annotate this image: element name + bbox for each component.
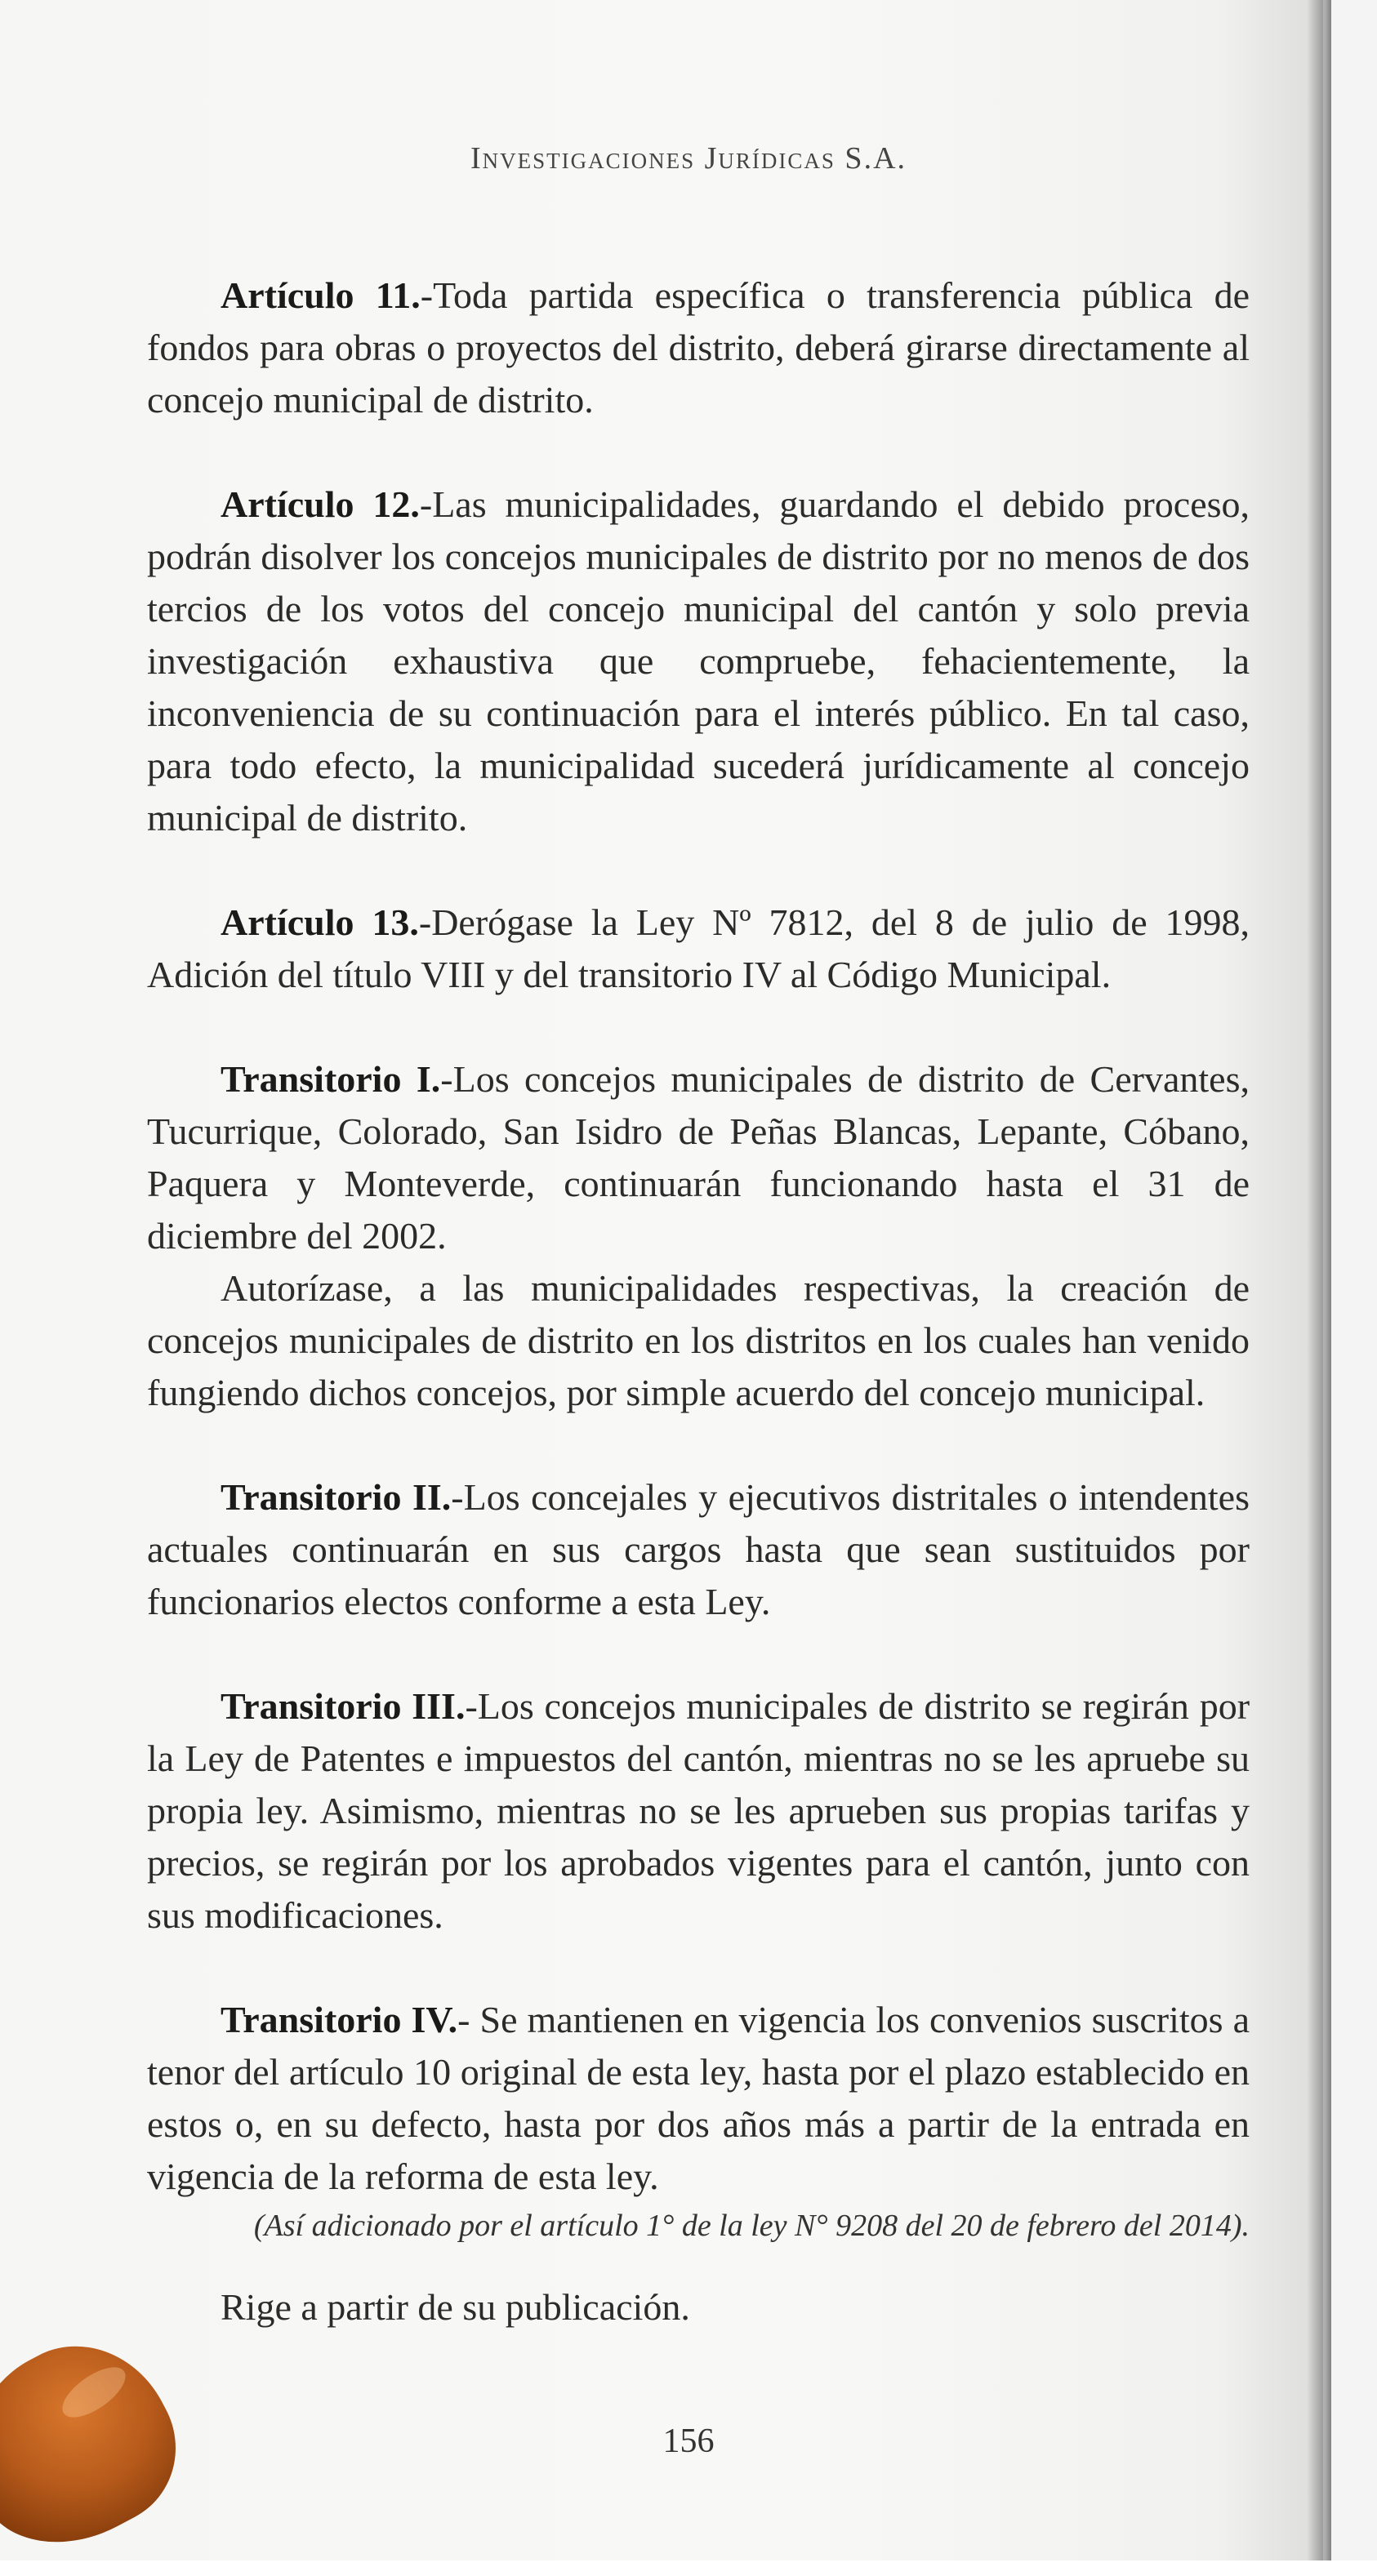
amendment-note: (Así adicionado por el artículo 1° de la ley N° 9208 del 20 de febrero del 2014). (253, 2209, 1250, 2243)
transitorio-1-second-paragraph: Autorízase, a las municipalidades respectivas, la creación de concejos municipales de distrito en los distritos en los cuales han venido fungiendo dichos concejos, por simple acuerdo del concejo municipal. (147, 1267, 1250, 1413)
page-edge (1331, 0, 1377, 2560)
article-text: -Derógase la Ley Nº 7812, del 8 de julio de 1998, Adición del título VIII y del transitorio IV al Código Municipal. (147, 901, 1250, 995)
article-text: -Los concejos municipales de distrito se regirán por la Ley de Patentes e impuestos del cantón, mientras no se les apruebe su propia ley. Asimismo, mientras no se les aprueben sus propias tarifas y precios, se regirán por los aprobados vigentes para el cantón, junto con sus modificaciones. (147, 1685, 1250, 1936)
article-text: -Los concejos municipales de distrito de Cervantes, Tucurrique, Colorado, San Isidro de Peñas Blancas, Lepante, Cóbano, Paquera y Monteverde, continuarán funcionando hasta el 31 de diciembre del 2002. (147, 1058, 1250, 1257)
article-heading: Transitorio III. (221, 1685, 466, 1727)
page-number: 156 (662, 2423, 715, 2460)
transitorio-2 (147, 1471, 1250, 1628)
article-text: -Los concejales y ejecutivos distritales o intendentes actuales continuarán en sus cargos hasta que sean sustituidos por funcionarios electos conforme a esta Ley. (147, 1476, 1250, 1622)
closing-line: Rige a partir de su publicación. (221, 2286, 690, 2328)
article-12 (147, 478, 1250, 844)
article-heading: Artículo 13. (221, 901, 419, 943)
page-body (147, 269, 1250, 2334)
article-heading: Transitorio II. (221, 1476, 452, 1518)
article-13 (147, 896, 1250, 1001)
transitorio-1 (147, 1053, 1250, 1262)
article-text: - Se mantienen en vigencia los convenios suscritos a tenor del artículo 10 original de esta ley, hasta por el plazo establecido en estos o, en su defecto, hasta por dos años más a partir de la entrada en vigencia de la reforma de esta ley. (147, 1999, 1250, 2197)
article-heading: Transitorio IV. (221, 1999, 458, 2040)
article-text: -Las municipalidades, guardando el debido proceso, podrán disolver los concejos municipales de distrito por no menos de dos tercios de los votos del concejo municipal del cantón y solo previa investigación exhaustiva que compruebe, fehacientemente, la inconveniencia de su continuación para el interés público. En tal caso, para todo efecto, la municipalidad sucederá jurídicamente al concejo municipal de distrito. (147, 483, 1250, 839)
running-header: Investigaciones Jurídicas S.A. (470, 141, 907, 176)
transitorio-4 (147, 1994, 1250, 2203)
article-heading: Artículo 12. (221, 483, 420, 525)
transitorio-3 (147, 1680, 1250, 1942)
article-11 (147, 269, 1250, 426)
article-text: -Toda partida específica o transferencia pública de fondos para obras o proyectos del distrito, deberá girarse directamente al concejo municipal de distrito. (147, 274, 1250, 420)
article-heading: Artículo 11. (221, 274, 421, 316)
article-heading: Transitorio I. (221, 1058, 441, 1100)
